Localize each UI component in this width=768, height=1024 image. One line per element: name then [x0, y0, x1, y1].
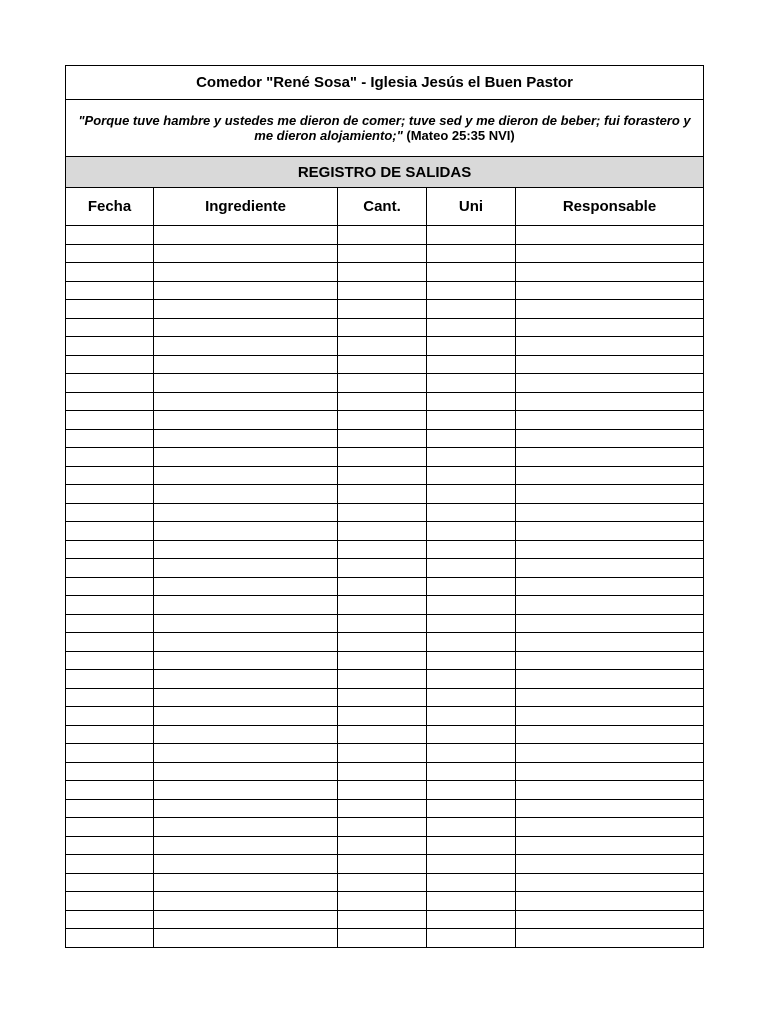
cell-cant[interactable]	[338, 355, 427, 374]
cell-responsable[interactable]	[516, 244, 704, 263]
cell-responsable[interactable]	[516, 503, 704, 522]
cell-fecha[interactable]	[66, 577, 154, 596]
table-row	[66, 892, 704, 911]
cell-fecha[interactable]	[66, 226, 154, 245]
cell-ingrediente[interactable]	[154, 466, 338, 485]
cell-uni[interactable]	[427, 503, 516, 522]
cell-fecha[interactable]	[66, 429, 154, 448]
cell-responsable[interactable]	[516, 263, 704, 282]
cell-cant[interactable]	[338, 633, 427, 652]
table-row	[66, 300, 704, 319]
cell-fecha[interactable]	[66, 337, 154, 356]
table-row	[66, 725, 704, 744]
cell-ingrediente[interactable]	[154, 873, 338, 892]
cell-ingrediente[interactable]	[154, 429, 338, 448]
cell-cant[interactable]	[338, 929, 427, 948]
cell-uni[interactable]	[427, 818, 516, 837]
cell-responsable[interactable]	[516, 281, 704, 300]
table-row	[66, 429, 704, 448]
cell-fecha[interactable]	[66, 910, 154, 929]
cell-fecha[interactable]	[66, 725, 154, 744]
cell-responsable[interactable]	[516, 596, 704, 615]
cell-responsable[interactable]	[516, 466, 704, 485]
cell-cant[interactable]	[338, 540, 427, 559]
registro-sheet	[65, 65, 703, 948]
cell-ingrediente[interactable]	[154, 725, 338, 744]
cell-ingrediente[interactable]	[154, 559, 338, 578]
cell-cant[interactable]	[338, 263, 427, 282]
table-row	[66, 577, 704, 596]
cell-ingrediente[interactable]	[154, 818, 338, 837]
cell-responsable[interactable]	[516, 355, 704, 374]
cell-cant[interactable]	[338, 300, 427, 319]
cell-fecha[interactable]	[66, 355, 154, 374]
cell-responsable[interactable]	[516, 799, 704, 818]
table-row	[66, 614, 704, 633]
cell-cant[interactable]	[338, 762, 427, 781]
column-header-uni: Uni	[427, 188, 516, 226]
cell-responsable[interactable]	[516, 318, 704, 337]
cell-ingrediente[interactable]	[154, 485, 338, 504]
cell-responsable[interactable]	[516, 429, 704, 448]
cell-cant[interactable]	[338, 892, 427, 911]
column-header-row	[66, 188, 704, 226]
cell-uni[interactable]	[427, 781, 516, 800]
cell-fecha[interactable]	[66, 818, 154, 837]
cell-ingrediente[interactable]	[154, 503, 338, 522]
table-row	[66, 281, 704, 300]
cell-ingrediente[interactable]	[154, 263, 338, 282]
cell-responsable[interactable]	[516, 688, 704, 707]
cell-fecha[interactable]	[66, 892, 154, 911]
cell-fecha[interactable]	[66, 707, 154, 726]
table-row	[66, 910, 704, 929]
table-row	[66, 337, 704, 356]
cell-fecha[interactable]	[66, 485, 154, 504]
cell-ingrediente[interactable]	[154, 836, 338, 855]
cell-responsable[interactable]	[516, 892, 704, 911]
cell-uni[interactable]	[427, 707, 516, 726]
cell-ingrediente[interactable]	[154, 799, 338, 818]
cell-responsable[interactable]	[516, 226, 704, 245]
table-row	[66, 596, 704, 615]
cell-fecha[interactable]	[66, 633, 154, 652]
table-row	[66, 688, 704, 707]
cell-ingrediente[interactable]	[154, 762, 338, 781]
cell-uni[interactable]	[427, 633, 516, 652]
cell-fecha[interactable]	[66, 688, 154, 707]
cell-uni[interactable]	[427, 355, 516, 374]
cell-cant[interactable]	[338, 707, 427, 726]
cell-responsable[interactable]	[516, 873, 704, 892]
cell-ingrediente[interactable]	[154, 540, 338, 559]
cell-fecha[interactable]	[66, 836, 154, 855]
cell-cant[interactable]	[338, 873, 427, 892]
cell-cant[interactable]	[338, 725, 427, 744]
cell-cant[interactable]	[338, 374, 427, 393]
cell-responsable[interactable]	[516, 707, 704, 726]
table-row	[66, 485, 704, 504]
cell-uni[interactable]	[427, 910, 516, 929]
cell-uni[interactable]	[427, 892, 516, 911]
cell-responsable[interactable]	[516, 633, 704, 652]
table-row	[66, 762, 704, 781]
cell-responsable[interactable]	[516, 651, 704, 670]
cell-cant[interactable]	[338, 688, 427, 707]
quote-reference: (Mateo 25:35 NVI)	[406, 128, 515, 143]
cell-cant[interactable]	[338, 281, 427, 300]
table-row	[66, 781, 704, 800]
cell-fecha[interactable]	[66, 614, 154, 633]
cell-ingrediente[interactable]	[154, 614, 338, 633]
cell-uni[interactable]	[427, 855, 516, 874]
cell-ingrediente[interactable]	[154, 929, 338, 948]
cell-fecha[interactable]	[66, 263, 154, 282]
table-row	[66, 744, 704, 763]
cell-fecha[interactable]	[66, 411, 154, 430]
cell-responsable[interactable]	[516, 744, 704, 763]
cell-cant[interactable]	[338, 337, 427, 356]
cell-responsable[interactable]	[516, 337, 704, 356]
cell-ingrediente[interactable]	[154, 244, 338, 263]
cell-fecha[interactable]	[66, 781, 154, 800]
cell-ingrediente[interactable]	[154, 318, 338, 337]
cell-ingrediente[interactable]	[154, 855, 338, 874]
cell-fecha[interactable]	[66, 448, 154, 467]
cell-ingrediente[interactable]	[154, 226, 338, 245]
table-row	[66, 448, 704, 467]
table-row	[66, 559, 704, 578]
section-title: REGISTRO DE SALIDAS	[66, 157, 704, 188]
cell-ingrediente[interactable]	[154, 910, 338, 929]
cell-fecha[interactable]	[66, 873, 154, 892]
cell-responsable[interactable]	[516, 670, 704, 689]
cell-responsable[interactable]	[516, 300, 704, 319]
cell-responsable[interactable]	[516, 910, 704, 929]
cell-responsable[interactable]	[516, 836, 704, 855]
quote-text: "Porque tuve hambre y ustedes me dieron de comer; tuve sed y me dieron de beber; fui forastero y me dieron alojamiento;"	[78, 113, 691, 143]
cell-fecha[interactable]	[66, 540, 154, 559]
table-row	[66, 836, 704, 855]
cell-uni[interactable]	[427, 522, 516, 541]
cell-fecha[interactable]	[66, 466, 154, 485]
cell-ingrediente[interactable]	[154, 355, 338, 374]
cell-cant[interactable]	[338, 670, 427, 689]
cell-cant[interactable]	[338, 744, 427, 763]
cell-cant[interactable]	[338, 392, 427, 411]
cell-cant[interactable]	[338, 503, 427, 522]
cell-cant[interactable]	[338, 855, 427, 874]
cell-ingrediente[interactable]	[154, 522, 338, 541]
bible-quote	[66, 100, 704, 157]
cell-uni[interactable]	[427, 281, 516, 300]
table-row	[66, 855, 704, 874]
cell-uni[interactable]	[427, 300, 516, 319]
cell-fecha[interactable]	[66, 392, 154, 411]
cell-ingrediente[interactable]	[154, 411, 338, 430]
cell-ingrediente[interactable]	[154, 892, 338, 911]
cell-fecha[interactable]	[66, 281, 154, 300]
cell-fecha[interactable]	[66, 744, 154, 763]
cell-cant[interactable]	[338, 522, 427, 541]
cell-cant[interactable]	[338, 781, 427, 800]
cell-ingrediente[interactable]	[154, 577, 338, 596]
cell-responsable[interactable]	[516, 392, 704, 411]
table-row	[66, 392, 704, 411]
column-header-fecha: Fecha	[66, 188, 154, 226]
cell-cant[interactable]	[338, 466, 427, 485]
cell-fecha[interactable]	[66, 522, 154, 541]
cell-ingrediente[interactable]	[154, 781, 338, 800]
table-row	[66, 411, 704, 430]
cell-uni[interactable]	[427, 337, 516, 356]
table-row	[66, 633, 704, 652]
cell-uni[interactable]	[427, 651, 516, 670]
cell-responsable[interactable]	[516, 577, 704, 596]
cell-responsable[interactable]	[516, 929, 704, 948]
cell-uni[interactable]	[427, 411, 516, 430]
cell-cant[interactable]	[338, 836, 427, 855]
cell-uni[interactable]	[427, 485, 516, 504]
cell-ingrediente[interactable]	[154, 337, 338, 356]
cell-ingrediente[interactable]	[154, 281, 338, 300]
cell-ingrediente[interactable]	[154, 707, 338, 726]
table-row	[66, 929, 704, 948]
cell-ingrediente[interactable]	[154, 744, 338, 763]
cell-cant[interactable]	[338, 226, 427, 245]
column-header-ingrediente: Ingrediente	[154, 188, 338, 226]
table-row	[66, 651, 704, 670]
cell-cant[interactable]	[338, 559, 427, 578]
cell-fecha[interactable]	[66, 670, 154, 689]
table-row	[66, 540, 704, 559]
cell-uni[interactable]	[427, 762, 516, 781]
cell-uni[interactable]	[427, 670, 516, 689]
cell-cant[interactable]	[338, 596, 427, 615]
cell-fecha[interactable]	[66, 596, 154, 615]
cell-uni[interactable]	[427, 466, 516, 485]
table-row	[66, 355, 704, 374]
cell-uni[interactable]	[427, 263, 516, 282]
cell-responsable[interactable]	[516, 411, 704, 430]
cell-responsable[interactable]	[516, 781, 704, 800]
cell-cant[interactable]	[338, 448, 427, 467]
cell-ingrediente[interactable]	[154, 670, 338, 689]
table-row	[66, 707, 704, 726]
cell-responsable[interactable]	[516, 559, 704, 578]
cell-cant[interactable]	[338, 651, 427, 670]
cell-ingrediente[interactable]	[154, 374, 338, 393]
cell-uni[interactable]	[427, 226, 516, 245]
cell-fecha[interactable]	[66, 300, 154, 319]
cell-uni[interactable]	[427, 614, 516, 633]
cell-cant[interactable]	[338, 577, 427, 596]
cell-cant[interactable]	[338, 429, 427, 448]
table-row	[66, 318, 704, 337]
cell-uni[interactable]	[427, 744, 516, 763]
cell-uni[interactable]	[427, 540, 516, 559]
cell-uni[interactable]	[427, 596, 516, 615]
cell-fecha[interactable]	[66, 799, 154, 818]
cell-uni[interactable]	[427, 836, 516, 855]
cell-uni[interactable]	[427, 799, 516, 818]
cell-fecha[interactable]	[66, 855, 154, 874]
table-row	[66, 226, 704, 245]
cell-cant[interactable]	[338, 910, 427, 929]
cell-fecha[interactable]	[66, 762, 154, 781]
registro-table	[65, 65, 704, 948]
cell-ingrediente[interactable]	[154, 596, 338, 615]
column-header-cant: Cant.	[338, 188, 427, 226]
cell-ingrediente[interactable]	[154, 688, 338, 707]
cell-cant[interactable]	[338, 799, 427, 818]
cell-uni[interactable]	[427, 244, 516, 263]
cell-responsable[interactable]	[516, 762, 704, 781]
table-row	[66, 263, 704, 282]
cell-ingrediente[interactable]	[154, 300, 338, 319]
table-row	[66, 466, 704, 485]
cell-uni[interactable]	[427, 318, 516, 337]
table-row	[66, 244, 704, 263]
cell-ingrediente[interactable]	[154, 392, 338, 411]
cell-fecha[interactable]	[66, 503, 154, 522]
cell-ingrediente[interactable]	[154, 448, 338, 467]
cell-responsable[interactable]	[516, 374, 704, 393]
cell-fecha[interactable]	[66, 929, 154, 948]
table-row	[66, 670, 704, 689]
cell-ingrediente[interactable]	[154, 651, 338, 670]
table-row	[66, 522, 704, 541]
cell-uni[interactable]	[427, 559, 516, 578]
cell-uni[interactable]	[427, 448, 516, 467]
table-row	[66, 374, 704, 393]
cell-responsable[interactable]	[516, 725, 704, 744]
cell-uni[interactable]	[427, 873, 516, 892]
cell-uni[interactable]	[427, 577, 516, 596]
cell-fecha[interactable]	[66, 559, 154, 578]
cell-fecha[interactable]	[66, 318, 154, 337]
cell-responsable[interactable]	[516, 818, 704, 837]
cell-fecha[interactable]	[66, 244, 154, 263]
table-row	[66, 818, 704, 837]
cell-responsable[interactable]	[516, 448, 704, 467]
table-row	[66, 799, 704, 818]
cell-fecha[interactable]	[66, 651, 154, 670]
cell-responsable[interactable]	[516, 522, 704, 541]
cell-cant[interactable]	[338, 411, 427, 430]
cell-uni[interactable]	[427, 725, 516, 744]
cell-uni[interactable]	[427, 429, 516, 448]
column-header-responsable: Responsable	[516, 188, 704, 226]
cell-uni[interactable]	[427, 688, 516, 707]
table-row	[66, 873, 704, 892]
cell-responsable[interactable]	[516, 540, 704, 559]
cell-cant[interactable]	[338, 318, 427, 337]
cell-cant[interactable]	[338, 818, 427, 837]
cell-uni[interactable]	[427, 392, 516, 411]
cell-fecha[interactable]	[66, 374, 154, 393]
cell-uni[interactable]	[427, 374, 516, 393]
cell-responsable[interactable]	[516, 485, 704, 504]
document-title: Comedor "René Sosa" - Iglesia Jesús el Buen Pastor	[66, 66, 704, 100]
cell-cant[interactable]	[338, 485, 427, 504]
cell-cant[interactable]	[338, 244, 427, 263]
cell-cant[interactable]	[338, 614, 427, 633]
table-row	[66, 503, 704, 522]
cell-ingrediente[interactable]	[154, 633, 338, 652]
cell-uni[interactable]	[427, 929, 516, 948]
cell-responsable[interactable]	[516, 614, 704, 633]
cell-responsable[interactable]	[516, 855, 704, 874]
